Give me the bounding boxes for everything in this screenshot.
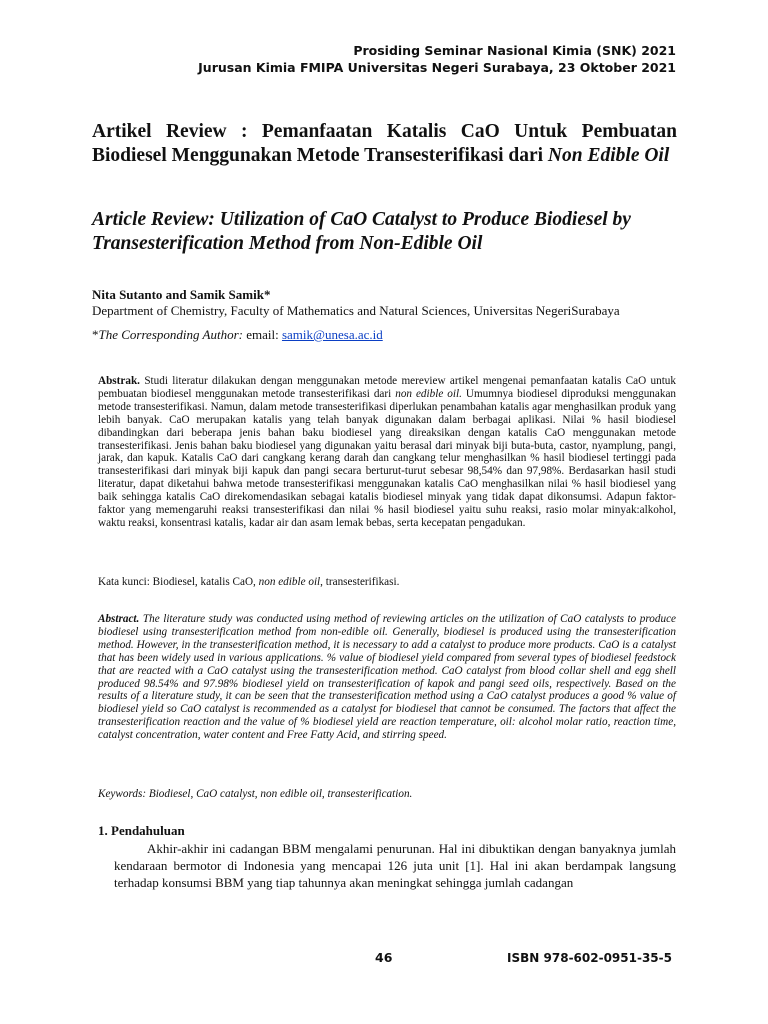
title-indonesian-main: Artikel Review : Pemanfaatan Katalis CaO Untuk Pembuatan Biodiesel Menggunakan Metode Transesterifikasi dari	[92, 121, 677, 166]
email-link[interactable]: samik@unesa.ac.id	[281, 327, 383, 342]
abstract-english-label: Abstract.	[98, 613, 140, 625]
header-proceedings: Prosiding Seminar Nasional Kimia (SNK) 2021	[353, 43, 676, 58]
page-number: 46	[375, 950, 393, 965]
affiliation: Department of Chemistry, Faculty of Mathematics and Natural Sciences, Universitas NegeriSurabaya	[92, 303, 620, 318]
corresponding-author	[92, 327, 383, 343]
abstract-indonesian-part2: Umumnya biodiesel diproduksi menggunakan metode transesterifikasi. Namun, dalam metode transesterifikasi diperlukan penambahan katalis agar menghasilkan produk yang lebih banyak. CaO merupakan katalis yang telah banyak digunakan dalam berbagai aplikasi. Nilai % hasil biodiesel dibandingkan dari beberapa jenis bahan baku biodiesel yang direaksikan dengan katalis CaO menggunakan metode transesterifikasi. Jenis bahan baku biodiesel yang digunakan yaitu berasal dari minyak biji buta-buta, castor, nyamplung, pangi, jarak, dan kapuk. Katalis CaO dari cangkang kerang darah dan cangkang telur menghasilkan % hasil biodiesel tertinggi pada transesterifikasi dari minyak biji kapuk dan pangi secara berturut-turut sebesar 98,54% dan 97,98%. Berdasarkan hasil studi literatur, dapat diketahui bahwa metode transesterifikasi menggunakan katalis CaO menghasilkan nilai % hasil biodiesel yang baik sehingga katalis CaO direkomendasikan sebagai katalis biodiesel minyak yang tidak dapat dikonsumsi. Adapun faktor-faktor yang memengaruhi reaksi transesterifikasi dan nilai % hasil biodiesel yaitu suhu reaksi, rasio molar minyak:alkohol, waktu reaksi, konsentrasi katalis, kadar air dan asam lemak bebas, serta kecepatan pengadukan.	[98, 387, 677, 529]
keywords-english: Keywords: Biodiesel, CaO catalyst, non edible oil, transesterification.	[98, 788, 413, 800]
keywords-indonesian-part1: Kata kunci: Biodiesel, katalis CaO,	[98, 576, 256, 588]
isbn: ISBN 978-602-0951-35-5	[507, 951, 672, 965]
abstract-english-text: The literature study was conducted using method of reviewing articles on the utilization of CaO catalysts to produce biodiesel using transesterification method from non-edible oil. Generally, biodiesel is produced using the transesterification method. However, in the transesterification method, it is necessary to add a catalyst to produce more products. CaO is a catalyst that has been widely used in various applications. % value of biodiesel yield compared from several types of biodiesel feedstock that are reacted with a CaO catalyst using the transesterification method. CaO catalyst from blood collar shell and egg shell produced 98.54% and 97.98% biodiesel yield on transesterification of kapok and pangi seed oils, respectively. Based on the results of a literature study, it can be seen that the transesterification method using a CaO catalyst produces a good % value of biodiesel yield so CaO catalyst is recommended as a catalyst for biodiesel that cannot be consumed. The factors that affect the transesterification reaction and the value of % biodiesel yield are reaction temperature, oil: alcohol molar ratio, reaction time, catalyst concentration, water content and Free Fatty Acid, and stirring speed.	[98, 613, 676, 742]
title-indonesian-italic: Non Edible Oil	[547, 145, 670, 166]
email-label: email:	[246, 327, 279, 342]
section-heading: 1. Pendahuluan	[98, 823, 185, 838]
abstract-english	[98, 613, 676, 742]
running-header	[198, 42, 676, 76]
header-department: Jurusan Kimia FMIPA Universitas Negeri Surabaya, 23 Oktober 2021	[198, 60, 676, 75]
keywords-indonesian	[98, 576, 399, 588]
keywords-indonesian-italic: non edible oil	[258, 576, 321, 588]
title-indonesian	[92, 120, 677, 168]
abstract-indonesian-part1: Studi literatur dilakukan dengan menggunakan metode mereview artikel mengenai pemanfaatan katalis CaO untuk pembuatan biodiesel menggunakan metode transesterifikasi dari	[98, 375, 676, 400]
corresponding-role: The Corresponding Author:	[98, 327, 243, 342]
abstract-indonesian	[98, 375, 676, 530]
section-paragraph: Akhir-akhir ini cadangan BBM mengalami penurunan. Hal ini dibuktikan dengan banyaknya jumlah kendaraan bermotor di Indonesia yang mencapai 126 juta unit [1]. Hal ini akan berdampak langsung terhadap konsumsi BBM yang tiap tahunnya akan meningkat sehingga jumlah cadangan	[114, 841, 676, 890]
keywords-indonesian-part2: , transesterifikasi.	[320, 576, 400, 588]
abstract-indonesian-italic: non edible oil.	[395, 387, 462, 400]
abstract-indonesian-label: Abstrak.	[98, 375, 140, 387]
authors: Nita Sutanto and Samik Samik*	[92, 287, 271, 302]
title-english: Article Review: Utilization of CaO Catalyst to Produce Biodiesel by Transesterification Method from Non-Edible Oil	[92, 209, 631, 254]
corresponding-prefix: *	[92, 327, 99, 342]
